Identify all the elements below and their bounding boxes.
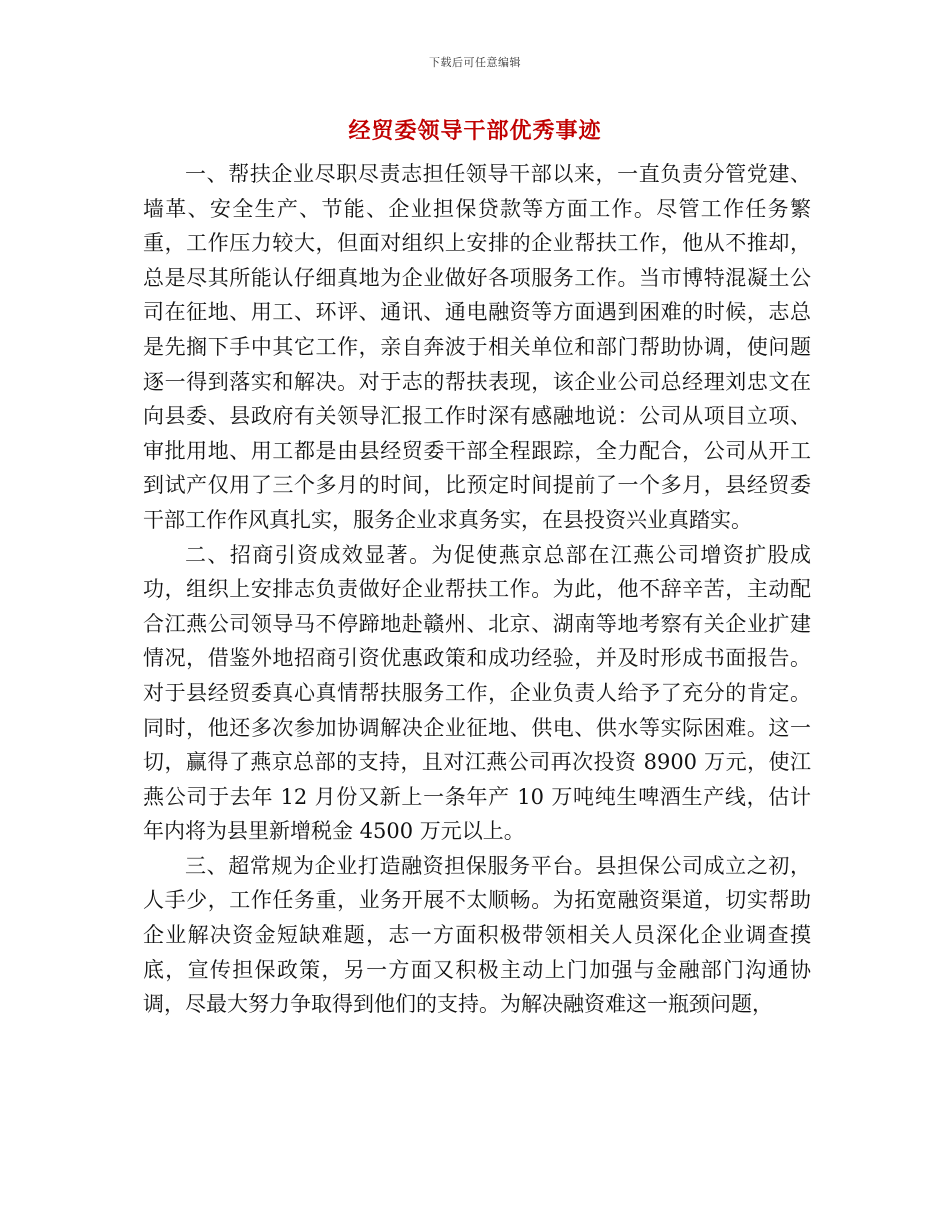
header-note: 下载后可任意编辑 <box>429 56 521 69</box>
document-title: 经贸委领导干部优秀事迹 <box>348 118 602 144</box>
paragraph-1: 一、帮扶企业尽职尽责志担任领导干部以来，一直负责分管党建、墙革、安全生产、节能、企业担保贷款等方面工作。尽管工作任务繁重，工作压力较大，但面对组织上安排的企业帮扶工作，他从不推却，总是尽其所能认仔细真地为企业做好各项服务工作。当市博特混凝土公司在征地、用工、环评、通讯、通电融资等方面遇到困难的时候，志总是先搁下手中其它工作，亲自奔波于相关单位和部门帮助协调，使问题逐一得到落实和解决。对于志的帮扶表现，该企业公司总经理刘忠文在向县委、县政府有关领导汇报工作时深有感融地说：公司从项目立项、审批用地、用工都是由县经贸委干部全程跟踪，全力配合，公司从开工到试产仅用了三个多月的时间，比预定时间提前了一个多月，县经贸委干部工作作风真扎实，服务企业求真务实，在县投资兴业真踏实。 <box>143 162 811 532</box>
paragraph-3: 三、超常规为企业打造融资担保服务平台。县担保公司成立之初，人手少，工作任务重，业务开展不太顺畅。为拓宽融资渠道，切实帮助企业解决资金短缺难题，志一方面积极带领相关人员深化企业调查摸底，宣传担保政策，另一方面又积极主动上门加强与金融部门沟通协调，尽最大努力争取得到他们的支持。为解决融资难这一瓶颈问题， <box>143 853 811 1017</box>
document-body <box>143 157 811 1022</box>
paragraph-2: 二、招商引资成效显著。为促使燕京总部在江燕公司增资扩股成功，组织上安排志负责做好企业帮扶工作。为此，他不辞辛苦，主动配合江燕公司领导马不停蹄地赴赣州、北京、湖南等地考察有关企业扩建情况，借鉴外地招商引资优惠政策和成功经验，并及时形成书面报告。对于县经贸委真心真情帮扶服务工作，企业负责人给予了充分的肯定。同时，他还多次参加协调解决企业征地、供电、供水等实际困难。这一切，赢得了燕京总部的支持，且对江燕公司再次投资 8900 万元，使江燕公司于去年 12 月份又新上一条年产 10 万吨纯生啤酒生产线，估计年内将为县里新增税金 4500 万元以上。 <box>143 542 811 844</box>
